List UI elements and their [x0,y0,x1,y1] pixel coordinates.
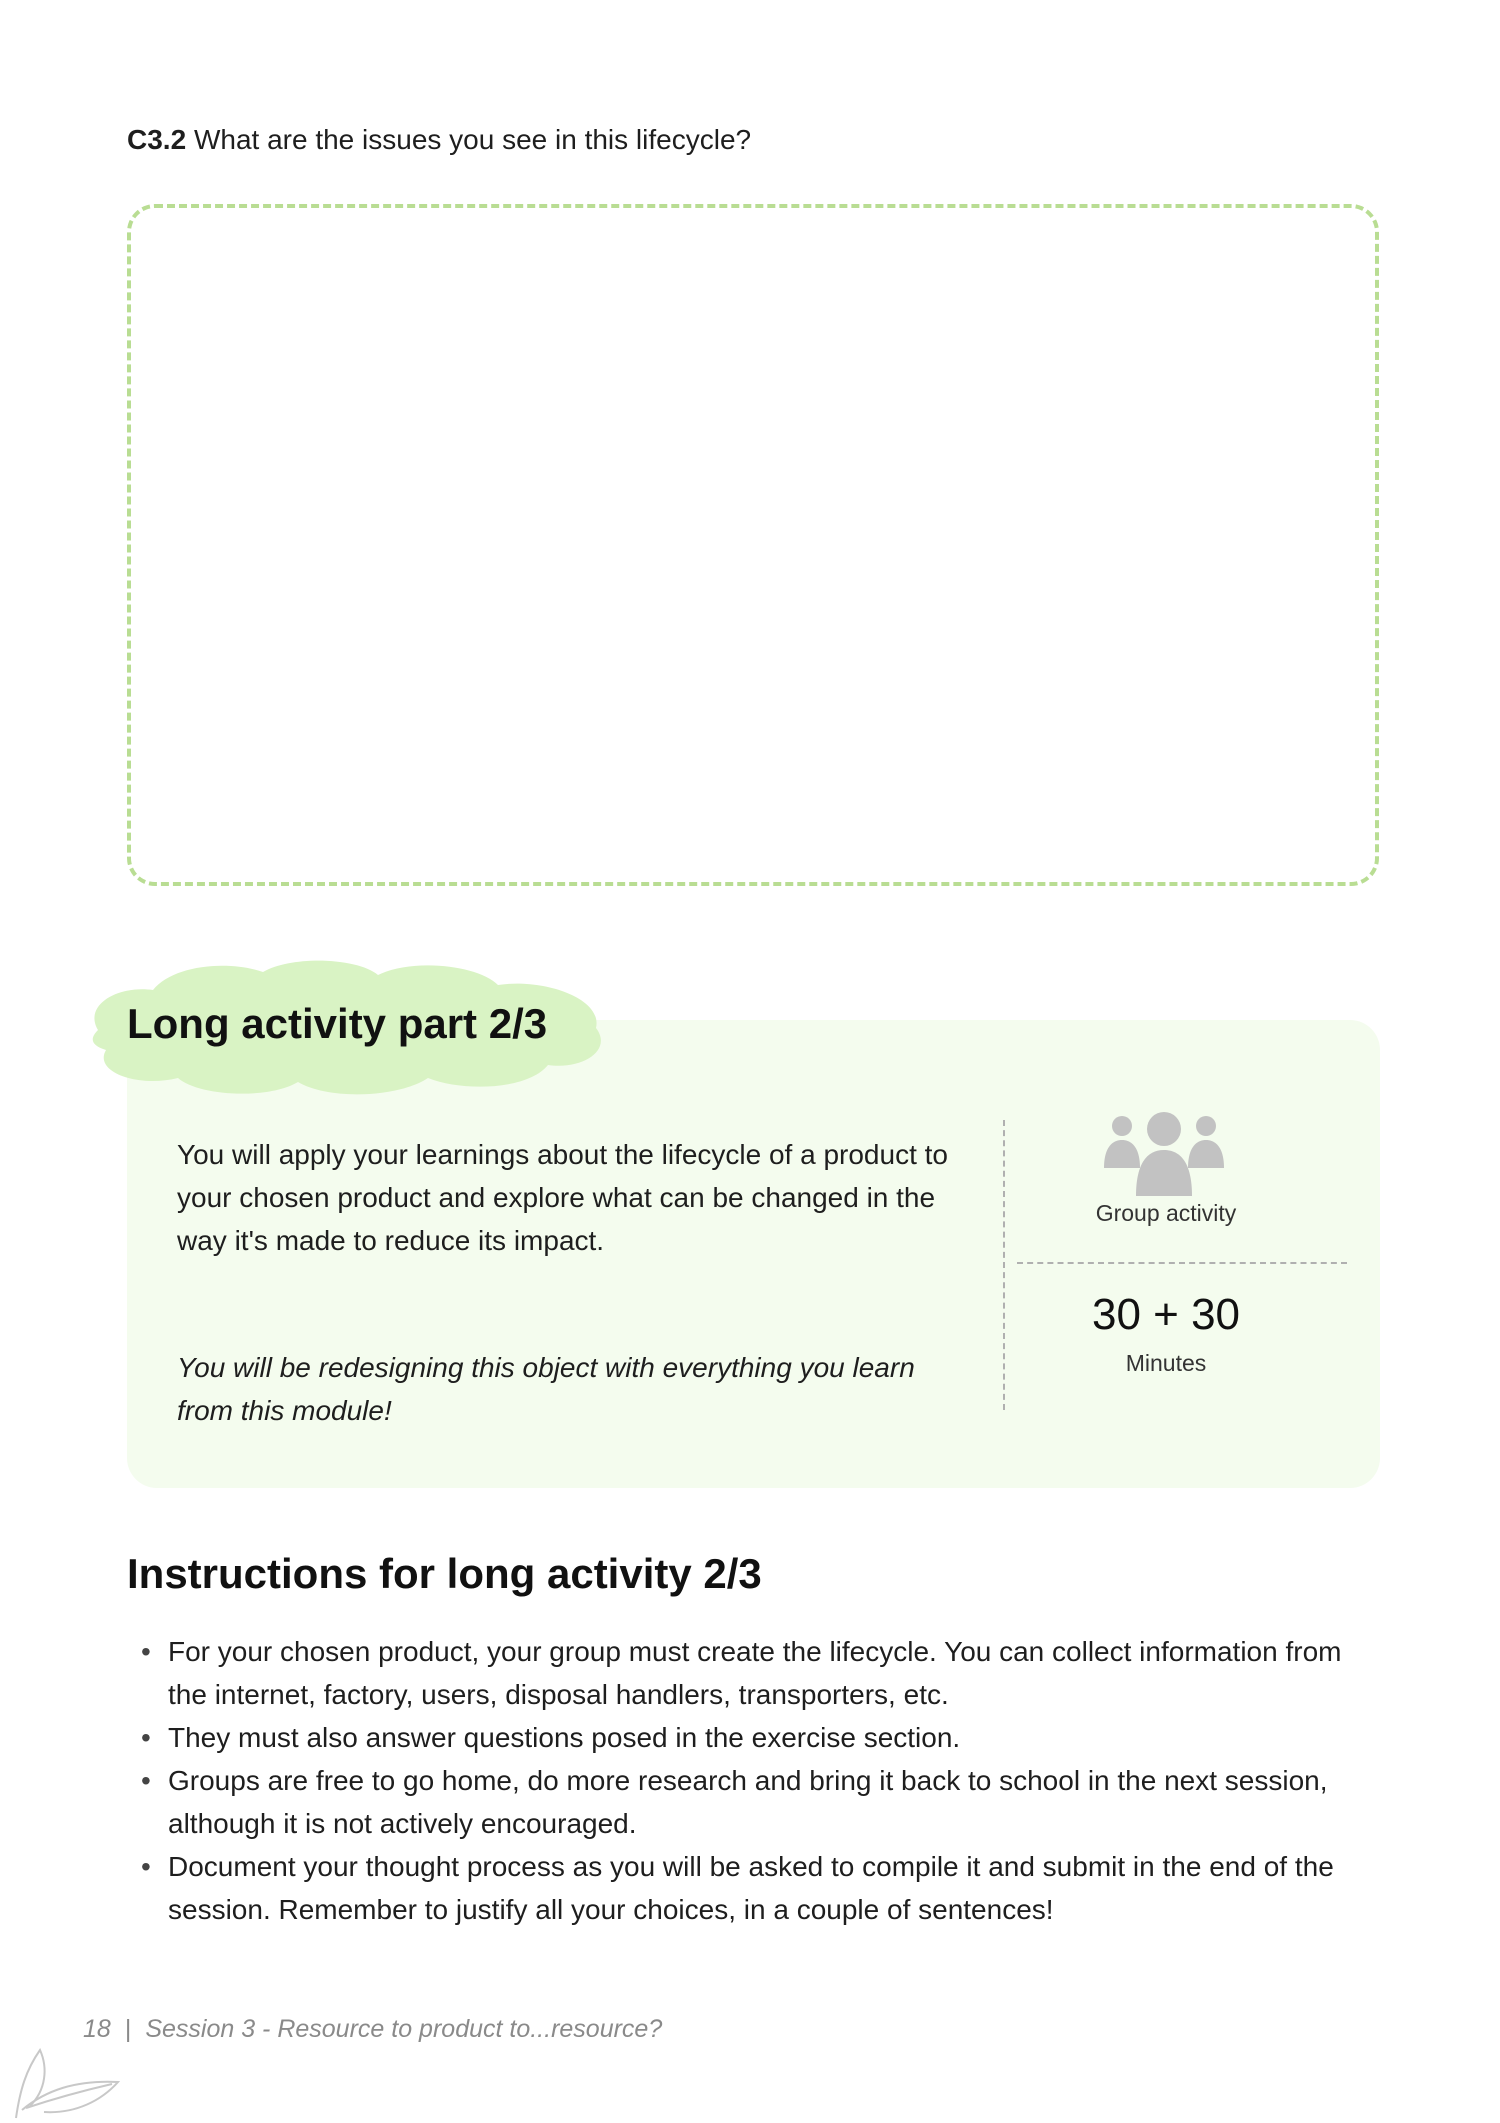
answer-box[interactable] [127,204,1379,886]
activity-title: Long activity part 2/3 [127,1000,548,1047]
question-number: C3.2 [127,124,187,155]
activity-type-label: Group activity [1095,1200,1237,1226]
instructions-list [127,1630,1367,1931]
session-title: Session 3 - Resource to product to...resource? [145,2015,663,2043]
page-number: 18 [83,2015,111,2043]
footer-separator: | [124,2015,132,2043]
list-item: • Document your thought process as you will be asked to compile it and submit in the end of the session. Remember to justify all your choices, in a couple of sentences! [127,1845,1367,1931]
list-item: • They must also answer questions posed in the exercise section. [127,1716,1367,1759]
activity-duration: 30 + 30 [1091,1290,1241,1339]
instructions-title: Instructions for long activity 2/3 [127,1550,762,1597]
group-icon [1100,1110,1228,1196]
question-text: What are the issues you see in this lifecycle? [193,124,752,155]
activity-note: You will be redesigning this object with everything you learn from this module! [177,1352,915,1426]
leaf-icon [6,2040,126,2120]
horizontal-divider [1017,1262,1347,1264]
question-c3-2 [127,124,751,156]
list-item: • For your chosen product, your group must create the lifecycle. You can collect information from the internet, factory, users, disposal handlers, transporters, etc. [127,1630,1367,1716]
activity-duration-unit: Minutes [1125,1350,1207,1376]
activity-description: You will apply your learnings about the lifecycle of a product to your chosen product and explore what can be changed in the way it's made to reduce its impact. [177,1139,948,1256]
page-footer [83,2015,662,2044]
list-item: • Groups are free to go home, do more research and bring it back to school in the next session, although it is not actively encouraged. [127,1759,1367,1845]
vertical-divider [1003,1120,1005,1410]
